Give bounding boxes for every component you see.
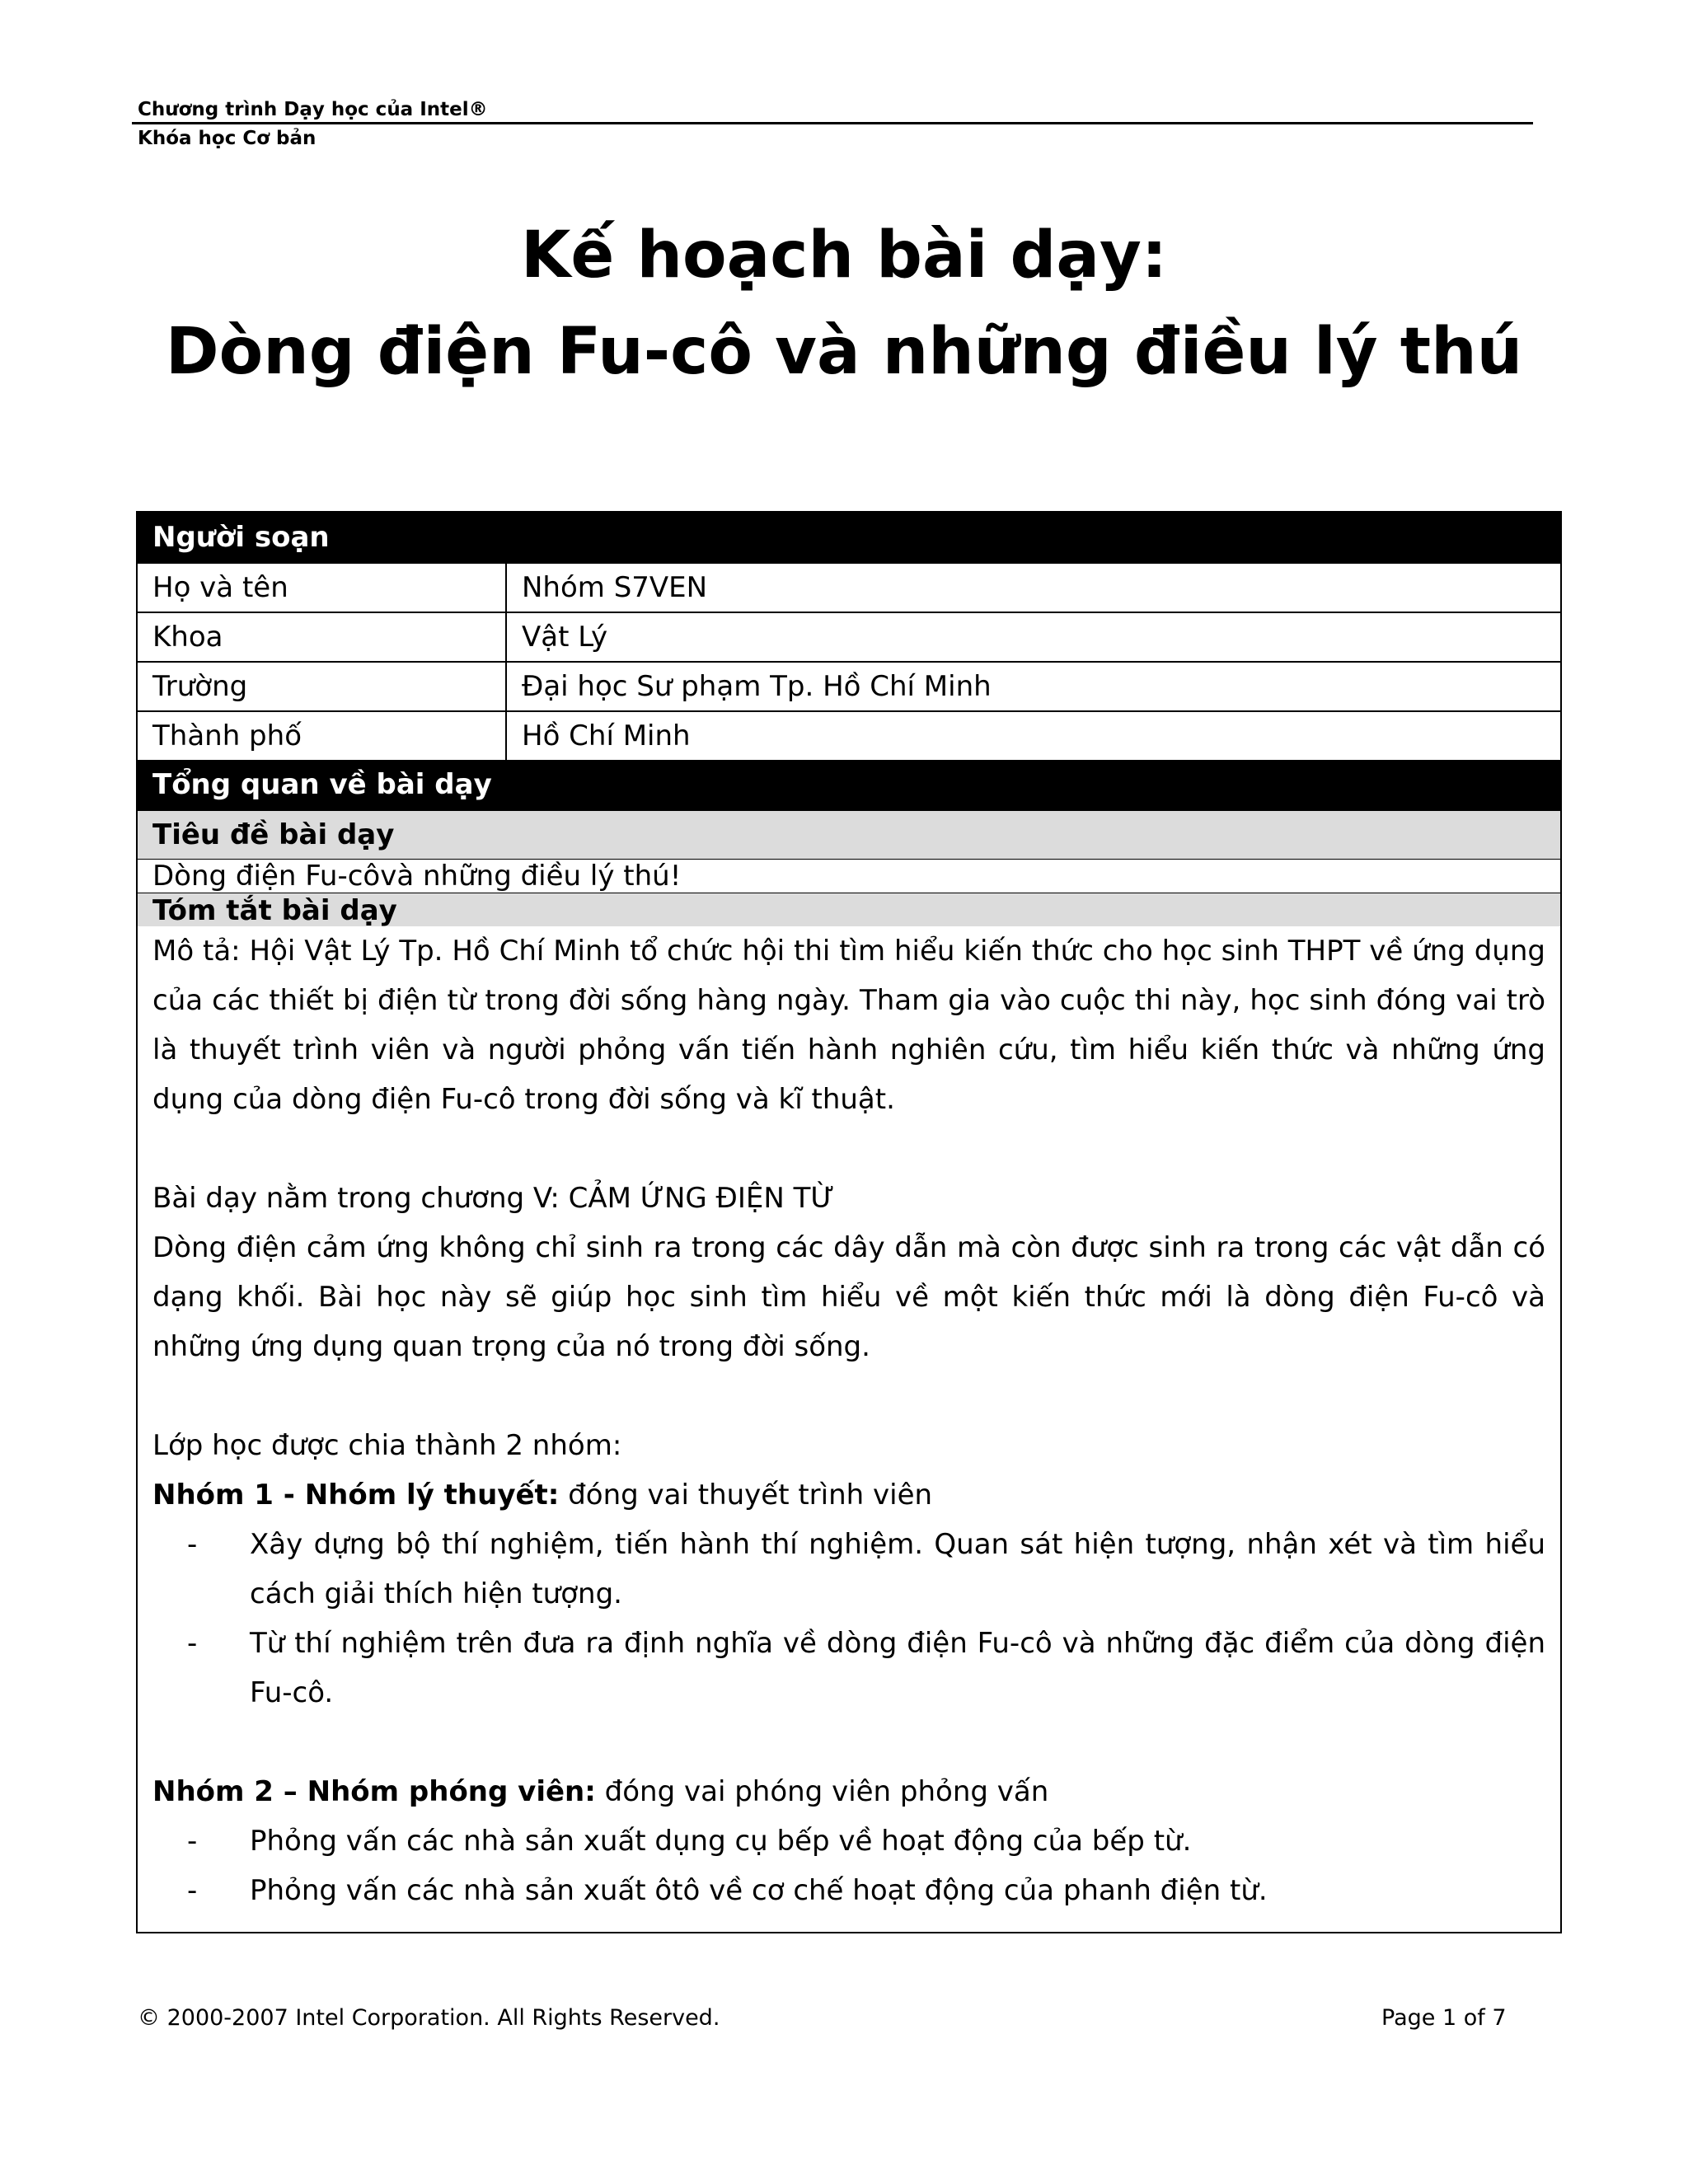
- table-row: [138, 710, 1560, 760]
- bullet-dash: -: [187, 1627, 198, 1660]
- header-program: Chương trình Dạy học của Intel®: [138, 99, 488, 120]
- header-course: Khóa học Cơ bản: [138, 128, 316, 149]
- groups-intro: Lớp học được chia thành 2 nhóm:: [152, 1429, 622, 1462]
- list-item: [152, 1520, 1545, 1619]
- row-value: Hồ Chí Minh: [522, 719, 691, 752]
- group2-heading: [152, 1767, 1545, 1816]
- list-item: [152, 1816, 1545, 1866]
- table-row: [138, 612, 1560, 661]
- group2-role: đóng vai phóng viên phỏng vấn: [595, 1775, 1049, 1808]
- row-label: Trường: [138, 663, 507, 710]
- group2-title: Nhóm 2 – Nhóm phóng viên:: [152, 1775, 596, 1808]
- list-item: [152, 1619, 1545, 1718]
- list-item-text: Phỏng vấn các nhà sản xuất ôtô về cơ chế hoạt động của phanh điện từ.: [250, 1874, 1268, 1907]
- row-value: Nhóm S7VEN: [522, 571, 708, 604]
- chapter-line: Bài dạy nằm trong chương V: CẢM ỨNG ĐIỆN TỪ: [152, 1182, 835, 1215]
- list-item-text: Phỏng vấn các nhà sản xuất dụng cụ bếp về hoạt động của bếp từ.: [250, 1825, 1192, 1858]
- description-paragraph: Mô tả: Hội Vật Lý Tp. Hồ Chí Minh tổ chức hội thi tìm hiểu kiến thức cho học sinh THPT về ứng dụng của các thiết bị điện từ trong đời sống hàng ngày. Tham gia vào cuộc thi này, học sinh đóng vai trò là thuyết trình viên và người phỏng vấn tiến hành nghiên cứu, tìm hiểu kiến thức và những ứng dụng của dòng điện Fu-cô trong đời sống và kĩ thuật.: [152, 935, 1545, 1116]
- group1-title: Nhóm 1 - Nhóm lý thuyết:: [152, 1479, 560, 1511]
- page-title-line1: Kế hoạch bài dạy:: [520, 218, 1168, 293]
- lesson-summary-body: [138, 926, 1560, 1932]
- row-label: Họ và tên: [138, 564, 507, 612]
- chapter-paragraph: Dòng điện cảm ứng không chỉ sinh ra trong các dây dẫn mà còn được sinh ra trong các vật dẫn có dạng khối. Bài học này sẽ giúp học sinh tìm hiểu về một kiến thức mới là dòng điện Fu-cô và những ứng dụng quan trọng của nó trong đời sống.: [152, 1231, 1545, 1363]
- lesson-title-label: Tiêu đề bài dạy: [138, 809, 1560, 859]
- bullet-dash: -: [187, 1528, 198, 1561]
- lesson-title-value: Dòng điện Fu-côvà những điều lý thú!: [138, 859, 1560, 893]
- lesson-plan-table: [136, 511, 1562, 1933]
- author-section-heading: Người soạn: [138, 513, 1560, 562]
- row-label: Thành phố: [138, 712, 507, 760]
- header-divider: [132, 122, 1533, 124]
- row-label: Khoa: [138, 613, 507, 661]
- bullet-dash: -: [187, 1874, 198, 1907]
- bullet-dash: -: [187, 1825, 198, 1858]
- overview-section-heading: Tổng quan về bài dạy: [138, 760, 1560, 809]
- list-item-text: Từ thí nghiệm trên đưa ra định nghĩa về dòng điện Fu-cô và những đặc điểm của dòng điện Fu-cô.: [250, 1627, 1545, 1709]
- footer-page-number: Page 1 of 7: [1381, 2005, 1507, 2031]
- list-item: [152, 1866, 1545, 1915]
- page-title-line2: Dòng điện Fu-cô và những điều lý thú: [165, 315, 1523, 389]
- row-value: Đại học Sư phạm Tp. Hồ Chí Minh: [522, 670, 992, 703]
- group1-heading: [152, 1470, 1545, 1520]
- table-row: [138, 562, 1560, 612]
- footer-copyright: © 2000-2007 Intel Corporation. All Rights Reserved.: [138, 2005, 720, 2031]
- lesson-summary-label: Tóm tắt bài dạy: [138, 893, 1560, 926]
- row-value: Vật Lý: [522, 621, 608, 654]
- list-item-text: Xây dựng bộ thí nghiệm, tiến hành thí nghiệm. Quan sát hiện tượng, nhận xét và tìm hiểu cách giải thích hiện tượng.: [250, 1528, 1545, 1610]
- group1-role: đóng vai thuyết trình viên: [559, 1479, 933, 1511]
- table-row: [138, 661, 1560, 710]
